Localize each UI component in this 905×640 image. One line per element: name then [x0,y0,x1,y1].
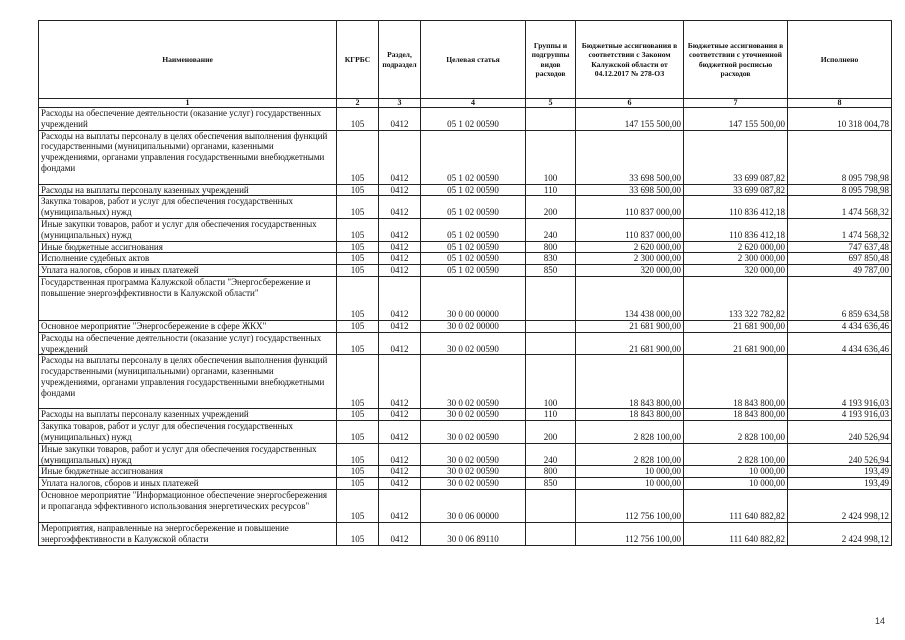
row-refined-allocation: 33 699 087,82 [684,130,788,184]
table-row [39,320,892,332]
row-kgrbs: 105 [337,332,379,355]
table-row [39,421,892,444]
table-row [39,241,892,253]
row-law-allocation: 112 756 100,00 [576,489,684,522]
row-expense-group: 800 [526,466,576,478]
row-target-article: 30 0 02 00000 [421,320,526,332]
column-number: 2 [337,99,379,108]
row-refined-allocation: 147 155 500,00 [684,108,788,131]
row-executed: 193,49 [788,466,892,478]
table-row [39,478,892,490]
row-name: Расходы на обеспечение деятельности (оказание услуг) государственных учреждений [39,332,337,355]
row-section: 0412 [379,196,421,219]
row-law-allocation: 134 438 000,00 [576,276,684,320]
row-executed: 4 434 636,46 [788,332,892,355]
row-section: 0412 [379,332,421,355]
row-refined-allocation: 10 000,00 [684,466,788,478]
row-target-article: 05 1 02 00590 [421,241,526,253]
row-executed: 49 787,00 [788,265,892,277]
col-name-header: Наименование [39,21,337,99]
row-refined-allocation: 2 828 100,00 [684,443,788,466]
row-target-article: 30 0 02 00590 [421,466,526,478]
row-refined-allocation: 133 322 782,82 [684,276,788,320]
row-section: 0412 [379,130,421,184]
row-expense-group [526,320,576,332]
col-executed-header: Исполнено [788,21,892,99]
row-law-allocation: 10 000,00 [576,478,684,490]
row-law-allocation: 33 698 500,00 [576,184,684,196]
row-expense-group [526,276,576,320]
row-target-article: 30 0 02 00590 [421,355,526,409]
column-number: 8 [788,99,892,108]
row-target-article: 05 1 02 00590 [421,265,526,277]
row-kgrbs: 105 [337,253,379,265]
row-name: Расходы на выплаты персоналу казенных учреждений [39,409,337,421]
row-section: 0412 [379,355,421,409]
row-executed: 1 474 568,32 [788,218,892,241]
row-name: Закупка товаров, работ и услуг для обеспечения государственных (муниципальных) нужд [39,421,337,444]
row-kgrbs: 105 [337,320,379,332]
row-kgrbs: 105 [337,241,379,253]
column-number: 7 [684,99,788,108]
row-expense-group: 110 [526,409,576,421]
budget-page [38,20,891,546]
row-target-article: 05 1 02 00590 [421,253,526,265]
table-row [39,276,892,320]
table-row [39,196,892,219]
row-expense-group [526,108,576,131]
row-section: 0412 [379,443,421,466]
row-law-allocation: 2 300 000,00 [576,253,684,265]
row-refined-allocation: 10 000,00 [684,478,788,490]
col-kgrbs-header: КГРБС [337,21,379,99]
row-expense-group: 200 [526,196,576,219]
row-refined-allocation: 2 828 100,00 [684,421,788,444]
row-law-allocation: 2 828 100,00 [576,421,684,444]
row-section: 0412 [379,489,421,522]
table-row [39,253,892,265]
row-executed: 240 526,94 [788,421,892,444]
row-target-article: 05 1 02 00590 [421,184,526,196]
row-kgrbs: 105 [337,466,379,478]
table-row [39,522,892,545]
row-kgrbs: 105 [337,218,379,241]
row-executed: 193,49 [788,478,892,490]
row-expense-group [526,489,576,522]
row-kgrbs: 105 [337,184,379,196]
row-refined-allocation: 21 681 900,00 [684,320,788,332]
row-expense-group: 800 [526,241,576,253]
row-name: Иные бюджетные ассигнования [39,241,337,253]
row-name: Основное мероприятие "Информационное обеспечение энергосбережения и пропаганда эффективного использования энергетических ресурсов" [39,489,337,522]
column-number: 6 [576,99,684,108]
column-number: 5 [526,99,576,108]
budget-table [38,20,892,546]
row-kgrbs: 105 [337,443,379,466]
row-executed: 1 474 568,32 [788,196,892,219]
row-target-article: 30 0 06 00000 [421,489,526,522]
table-row [39,108,892,131]
row-refined-allocation: 2 620 000,00 [684,241,788,253]
row-name: Расходы на выплаты персоналу в целях обеспечения выполнения функций государственными (муниципальными) органами, казенными учреждениями, органами управления государственными внебюджетными фондами [39,130,337,184]
row-refined-allocation: 110 836 412,18 [684,196,788,219]
table-row [39,332,892,355]
row-target-article: 30 0 02 00590 [421,478,526,490]
row-name: Иные бюджетные ассигнования [39,466,337,478]
row-name: Уплата налогов, сборов и иных платежей [39,478,337,490]
row-target-article: 30 0 02 00590 [421,443,526,466]
row-refined-allocation: 110 836 412,18 [684,218,788,241]
row-expense-group: 100 [526,355,576,409]
row-refined-allocation: 111 640 882,82 [684,489,788,522]
row-expense-group [526,332,576,355]
row-refined-allocation: 33 699 087,82 [684,184,788,196]
row-expense-group: 110 [526,184,576,196]
row-section: 0412 [379,466,421,478]
row-executed: 4 193 916,03 [788,355,892,409]
row-target-article: 30 0 02 00590 [421,409,526,421]
page-number: 14 [874,616,885,626]
row-section: 0412 [379,320,421,332]
row-kgrbs: 105 [337,522,379,545]
row-law-allocation: 18 843 800,00 [576,409,684,421]
row-name: Расходы на обеспечение деятельности (оказание услуг) государственных учреждений [39,108,337,131]
row-executed: 8 095 798,98 [788,184,892,196]
row-expense-group: 850 [526,478,576,490]
table-row [39,355,892,409]
row-name: Мероприятия, направленные на энергосбережение и повышение энергоэффективности в Калужской области [39,522,337,545]
row-name: Иные закупки товаров, работ и услуг для обеспечения государственных (муниципальных) нужд [39,218,337,241]
row-executed: 240 526,94 [788,443,892,466]
row-law-allocation: 33 698 500,00 [576,130,684,184]
row-kgrbs: 105 [337,421,379,444]
row-refined-allocation: 320 000,00 [684,265,788,277]
row-law-allocation: 110 837 000,00 [576,218,684,241]
row-expense-group: 240 [526,443,576,466]
row-target-article: 30 0 02 00590 [421,421,526,444]
row-kgrbs: 105 [337,265,379,277]
row-kgrbs: 105 [337,409,379,421]
row-executed: 2 424 998,12 [788,489,892,522]
row-expense-group: 830 [526,253,576,265]
row-refined-allocation: 21 681 900,00 [684,332,788,355]
col-target-header: Целевая статья [421,21,526,99]
row-name: Расходы на выплаты персоналу казенных учреждений [39,184,337,196]
row-law-allocation: 2 828 100,00 [576,443,684,466]
col-section-header: Раздел, подраздел [379,21,421,99]
row-kgrbs: 105 [337,130,379,184]
row-target-article: 05 1 02 00590 [421,130,526,184]
row-expense-group: 850 [526,265,576,277]
table-row [39,265,892,277]
row-law-allocation: 10 000,00 [576,466,684,478]
row-kgrbs: 105 [337,196,379,219]
row-law-allocation: 320 000,00 [576,265,684,277]
row-executed: 747 637,48 [788,241,892,253]
row-name: Уплата налогов, сборов и иных платежей [39,265,337,277]
table-row [39,443,892,466]
table-row [39,218,892,241]
row-section: 0412 [379,265,421,277]
col-law-allocation-header: Бюджетные ассигнования в соответствии с Законом Калужской области от 04.12.2017 № 278-ОЗ [576,21,684,99]
row-name: Исполнение судебных актов [39,253,337,265]
row-refined-allocation: 18 843 800,00 [684,355,788,409]
row-kgrbs: 105 [337,276,379,320]
row-law-allocation: 18 843 800,00 [576,355,684,409]
column-number: 1 [39,99,337,108]
row-target-article: 30 0 06 89110 [421,522,526,545]
row-target-article: 30 0 02 00590 [421,332,526,355]
row-name: Основное мероприятие "Энергосбережение в сфере ЖКХ" [39,320,337,332]
table-row [39,184,892,196]
row-name: Расходы на выплаты персоналу в целях обеспечения выполнения функций государственными (муниципальными) органами, казенными учреждениями, органами управления государственными внебюджетными фондами [39,355,337,409]
row-executed: 2 424 998,12 [788,522,892,545]
column-numbers-row [39,99,892,108]
row-section: 0412 [379,253,421,265]
row-executed: 697 850,48 [788,253,892,265]
col-refined-allocation-header: Бюджетные ассигнования в соответствии с уточненной бюджетной росписью расходов [684,21,788,99]
row-expense-group: 240 [526,218,576,241]
row-kgrbs: 105 [337,108,379,131]
row-law-allocation: 21 681 900,00 [576,332,684,355]
row-law-allocation: 112 756 100,00 [576,522,684,545]
table-row [39,130,892,184]
col-expense-group-header: Группы и подгруппы видов расходов [526,21,576,99]
table-row [39,409,892,421]
row-executed: 6 859 634,58 [788,276,892,320]
row-section: 0412 [379,421,421,444]
column-number: 4 [421,99,526,108]
row-target-article: 05 1 02 00590 [421,108,526,131]
row-expense-group [526,522,576,545]
row-law-allocation: 2 620 000,00 [576,241,684,253]
row-executed: 4 193 916,03 [788,409,892,421]
row-section: 0412 [379,218,421,241]
row-section: 0412 [379,184,421,196]
row-section: 0412 [379,522,421,545]
row-name: Иные закупки товаров, работ и услуг для обеспечения государственных (муниципальных) нужд [39,443,337,466]
table-row [39,466,892,478]
row-target-article: 30 0 00 00000 [421,276,526,320]
row-kgrbs: 105 [337,489,379,522]
column-number: 3 [379,99,421,108]
row-target-article: 05 1 02 00590 [421,218,526,241]
row-expense-group: 100 [526,130,576,184]
row-expense-group: 200 [526,421,576,444]
row-executed: 8 095 798,98 [788,130,892,184]
row-law-allocation: 110 837 000,00 [576,196,684,219]
row-section: 0412 [379,409,421,421]
row-executed: 4 434 636,46 [788,320,892,332]
row-name: Закупка товаров, работ и услуг для обеспечения государственных (муниципальных) нужд [39,196,337,219]
table-row [39,489,892,522]
row-kgrbs: 105 [337,478,379,490]
row-refined-allocation: 2 300 000,00 [684,253,788,265]
row-section: 0412 [379,276,421,320]
row-executed: 10 318 004,78 [788,108,892,131]
row-section: 0412 [379,478,421,490]
row-kgrbs: 105 [337,355,379,409]
row-target-article: 05 1 02 00590 [421,196,526,219]
row-refined-allocation: 111 640 882,82 [684,522,788,545]
row-law-allocation: 21 681 900,00 [576,320,684,332]
row-law-allocation: 147 155 500,00 [576,108,684,131]
header-row [39,21,892,99]
row-section: 0412 [379,108,421,131]
row-section: 0412 [379,241,421,253]
row-name: Государственная программа Калужской области "Энергосбережение и повышение энергоэффективности в Калужской области" [39,276,337,320]
row-refined-allocation: 18 843 800,00 [684,409,788,421]
